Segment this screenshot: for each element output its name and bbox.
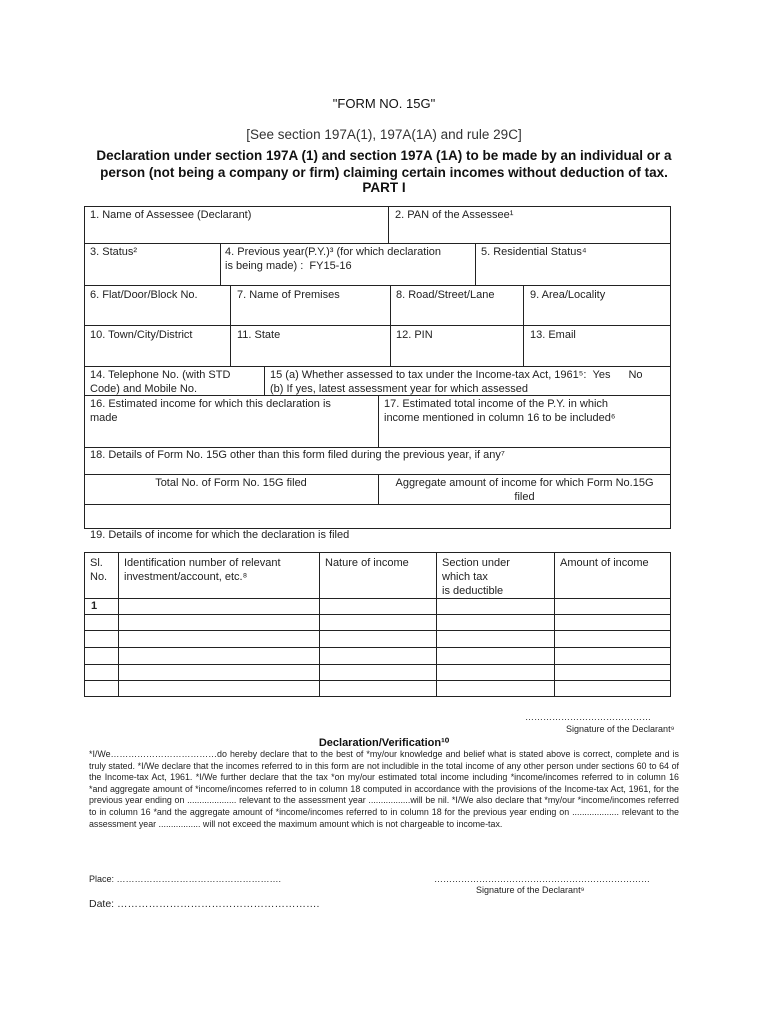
table-header-identification-number — [124, 556, 281, 584]
row-divider — [84, 366, 671, 367]
col-divider — [475, 243, 476, 285]
table-header-section-line3: is deductible — [442, 585, 504, 597]
table-header-id-line1: Identification number of relevant — [124, 557, 281, 569]
field-pan[interactable]: 2. PAN of the Assessee¹ — [395, 209, 514, 221]
declaration-heading-line2: person (not being a company or firm) claiming certain incomes without deduction of tax. — [100, 165, 668, 180]
assessed-yes-option[interactable]: Yes — [592, 369, 611, 381]
field-estimated-total-income[interactable] — [384, 397, 669, 425]
row-divider — [84, 504, 671, 505]
field-estimated-total-income-line2: income mentioned in column 16 to be included⁶ — [384, 412, 616, 424]
section-reference: [See section 197A(1), 197A(1A) and rule 29C] — [246, 127, 522, 142]
table-header-section-line2: which tax — [442, 571, 488, 583]
table-header-id-line2: investment/account, etc.⁸ — [124, 571, 248, 583]
row-divider — [84, 243, 671, 244]
field-previous-year-label: is being made) : — [225, 260, 304, 272]
field-income-details-heading: 19. Details of income for which the declaration is filed — [90, 529, 350, 541]
field-flat-door-block[interactable]: 6. Flat/Door/Block No. — [90, 289, 198, 301]
col-divider — [378, 395, 379, 447]
field-aggregate-amount-line2: filed — [514, 491, 535, 503]
row-divider — [84, 325, 671, 326]
col-divider — [523, 285, 524, 366]
table-row-divider — [84, 680, 671, 681]
table-col-divider — [554, 552, 555, 697]
table-row-sl-number: 1 — [91, 600, 98, 612]
field-aggregate-amount-line1: Aggregate amount of income for which Form No.15G — [395, 477, 654, 489]
table-col-divider — [436, 552, 437, 697]
field-telephone[interactable] — [90, 368, 230, 396]
field-total-forms-filed[interactable]: Total No. of Form No. 15G filed — [155, 477, 307, 489]
table-row-divider — [84, 664, 671, 665]
field-estimated-income[interactable] — [90, 397, 375, 425]
declarant-signature-line[interactable]: ……………………………………………………………… — [434, 874, 650, 884]
table-row-divider — [84, 630, 671, 631]
table-header-sl-no — [90, 556, 107, 584]
field-telephone-line1: 14. Telephone No. (with STD — [90, 369, 231, 381]
field-residential-status[interactable]: 5. Residential Status⁴ — [481, 246, 587, 258]
verification-title: Declaration/Verification¹⁰ — [318, 737, 450, 749]
date-field[interactable]: Date: …………………………………………………. — [89, 898, 320, 910]
verification-text: *I/We………………………………do hereby declare that to the best of *my/our knowledge and belief what is stated above is correct, complete and is truly stated. *I/We declare that the incomes referred to in this form are not includible in the total income of any other person under sections 60 to 64 of the Income-tax Act, 1961. *I/We further declare that the tax *on my/our estimated total income including *income/incomes referred to in column 16 *and aggregate amount of *income/incomes referred to in column 18 computed in accordance with the provisions of the Income-tax Act, 1961, for the previous year ending on .................... relevant to the assessment year .................will be nil. *I/We also declare that *my/our *income/incomes referred to in column 16 *and the aggregate amount of *income/incomes referred to in column 18 for the previous year ending on ................... relevant to the assessment year ................. will not exceed the maximum amount which is not chargeable to income-tax. — [89, 749, 679, 829]
row-divider — [84, 285, 671, 286]
assessed-no-option[interactable]: No — [628, 369, 643, 381]
field-previous-year[interactable] — [225, 245, 473, 273]
table-col-divider — [118, 552, 119, 697]
table-header-nature-of-income: Nature of income — [325, 557, 409, 569]
field-aggregate-amount[interactable] — [378, 476, 671, 504]
col-divider — [388, 206, 389, 243]
table-header-section-line1: Section under — [442, 557, 510, 569]
table-row-divider — [84, 614, 671, 615]
col-divider — [264, 366, 265, 395]
previous-year-value: FY15-16 — [309, 260, 352, 272]
place-field[interactable]: Place: ………………………………………………. — [89, 874, 282, 884]
table-header-sl-line1: Sl. — [90, 557, 103, 569]
declaration-heading — [0, 147, 768, 181]
field-status[interactable]: 3. Status² — [90, 246, 138, 258]
field-previous-year-line2 — [225, 259, 473, 273]
field-name-of-premises[interactable]: 7. Name of Premises — [237, 289, 340, 301]
col-divider — [390, 285, 391, 366]
field-town-city-district[interactable]: 10. Town/City/District — [90, 329, 193, 341]
field-assessed-line1 — [270, 368, 670, 382]
col-divider — [220, 243, 221, 285]
field-estimated-total-income-line1: 17. Estimated total income of the P.Y. in which — [384, 398, 609, 410]
table-header-sl-line2: No. — [90, 571, 108, 583]
field-road-street-lane[interactable]: 8. Road/Street/Lane — [396, 289, 495, 301]
field-estimated-income-line2: made — [90, 412, 118, 424]
table-row-divider — [84, 598, 671, 599]
field-state[interactable]: 11. State — [237, 329, 281, 341]
field-area-locality[interactable]: 9. Area/Locality — [530, 289, 606, 301]
part-label: PART I — [362, 180, 406, 195]
declarant-signature-label: Signature of the Declarant⁹ — [476, 885, 585, 895]
field-assessed-question: 15 (a) Whether assessed to tax under the Income-tax Act, 1961⁵: — [270, 369, 587, 381]
field-previous-year-line1: 4. Previous year(P.Y.)³ (for which declaration — [225, 246, 442, 258]
form-number-title: "FORM NO. 15G" — [332, 96, 436, 111]
field-estimated-income-line1: 16. Estimated income for which this declaration is — [90, 398, 331, 410]
field-telephone-line2: Code) and Mobile No. — [90, 383, 198, 395]
field-latest-assessment-year: (b) If yes, latest assessment year for which assessed — [270, 383, 528, 395]
col-divider — [230, 285, 231, 366]
signature-label: Signature of the Declarant⁹ — [566, 724, 675, 734]
field-name-of-assessee[interactable]: 1. Name of Assessee (Declarant) — [90, 209, 252, 221]
field-assessed-to-tax[interactable] — [270, 368, 670, 396]
signature-line[interactable]: …………………………………… — [525, 712, 651, 722]
field-pin[interactable]: 12. PIN — [396, 329, 433, 341]
table-col-divider — [319, 552, 320, 697]
field-other-form-details: 18. Details of Form No. 15G other than this form filed during the previous year, if any⁷ — [90, 449, 505, 461]
table-row-divider — [84, 647, 671, 648]
declaration-heading-line1: Declaration under section 197A (1) and section 197A (1A) to be made by an individual or a — [96, 148, 672, 163]
table-header-section — [442, 556, 510, 598]
field-email[interactable]: 13. Email — [530, 329, 576, 341]
table-header-amount-of-income: Amount of income — [560, 557, 649, 569]
